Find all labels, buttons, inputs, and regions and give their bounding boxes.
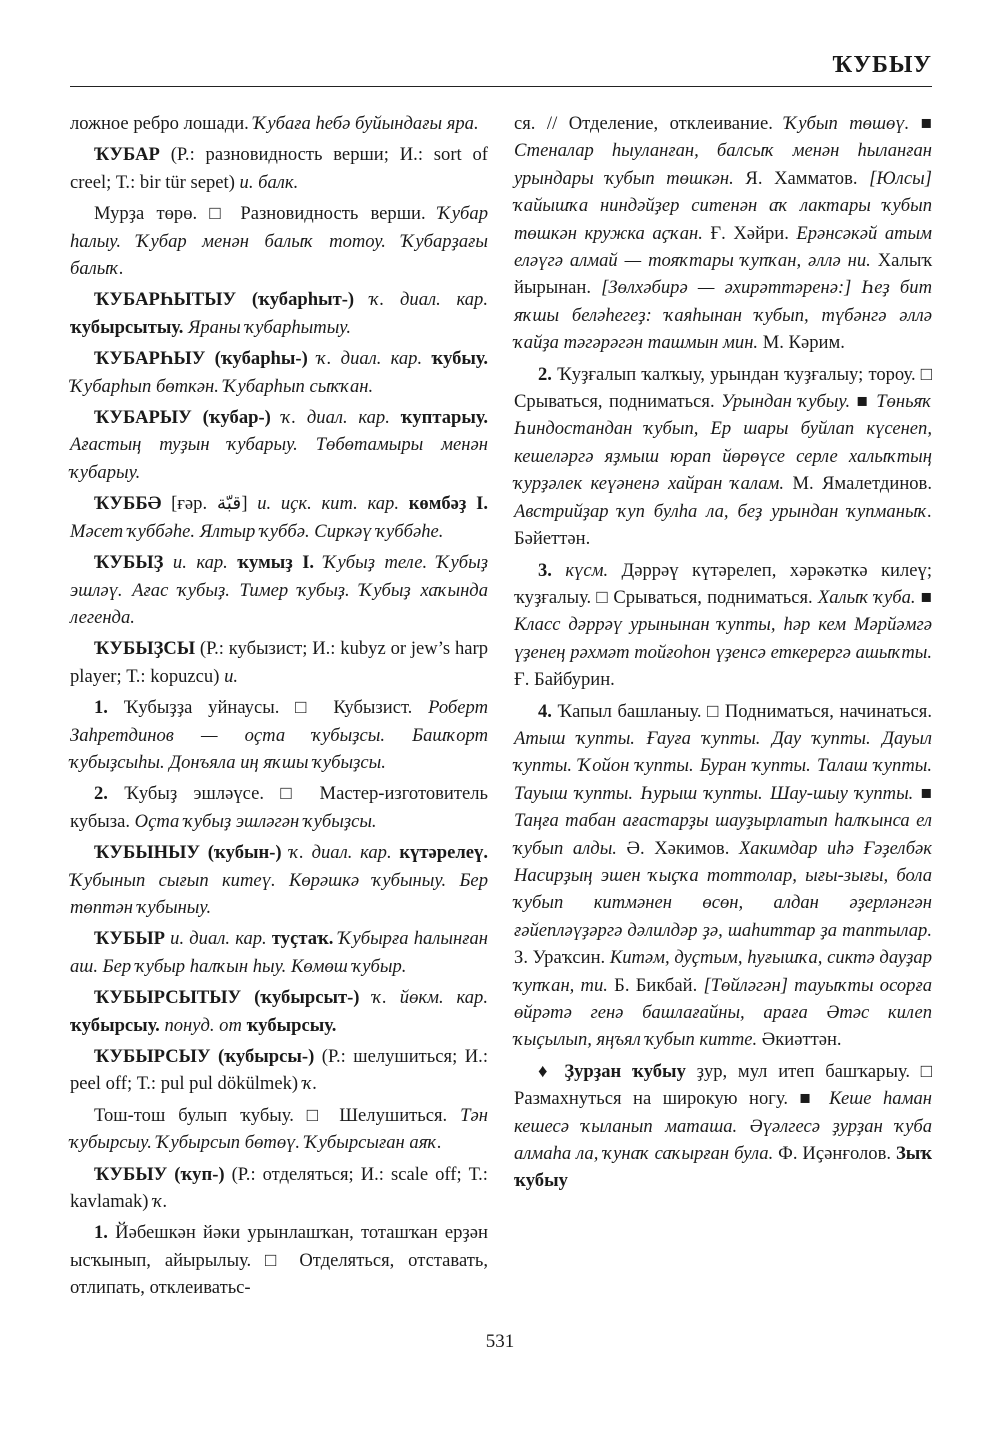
entry-bold-text: Зыҡ ҡубыу (514, 1143, 932, 1192)
entry-italic-text: Ҡубарһып бөткән. Ҡубарһып сыҡҡан. (70, 375, 374, 397)
entry-italic-text: Ерәнсәкәй атым еләүгә алмай — тояҡтары ҡупҡан, әллә ни. (514, 222, 933, 272)
dictionary-entry (70, 1102, 488, 1157)
entry-text: Б. Бикбай. (607, 974, 704, 996)
dictionary-entry (70, 635, 488, 690)
entry-bold-text: күтәрелеү. (399, 842, 488, 864)
dictionary-entry (70, 925, 488, 980)
entry-text (354, 289, 370, 310)
entry-text: [ғәр. قبّة] (161, 493, 258, 515)
entry-text: ҙур, мул итеп башҡарыу. □ Размахнуться на широкую ногу. ■ (514, 1060, 932, 1110)
entry-italic-text: Класс дәррәү урынынан ҡупты, һәр кем Мәрйәмгә үҙенең рәхмәт тойғоһон үҙенсә еткерергә ашыҡты. (514, 614, 932, 663)
entry-italic-text: Төньяҡ Һиндостандан ҡубып, Ер шары буйлап күсенеп, кешеләргә яҙмыш юрап йөрөүсе серле халыҡтың ҡурҙәлек кеүәненә хайран ҡалам. (514, 391, 932, 495)
dictionary-entry (514, 361, 932, 553)
entry-italic-text: Кеше һаман кешесә ҡыланып маташа. Әүәлгесә ҙурҙан ҡуба алмаһа ла, ҡунаҡ саҡырған була. (514, 1088, 932, 1165)
entry-text (422, 348, 431, 369)
entry-italic-text: Австрийҙар ҡуп булһа ла, беҙ урындан ҡупманыҡ. (514, 500, 932, 522)
entry-bold-text: 2. (538, 363, 552, 385)
entry-italic-text: и. диал. кар. (170, 928, 267, 950)
dictionary-entry (70, 839, 488, 921)
entry-text: Ғ. Хәйри. (702, 222, 797, 244)
entry-bold-text: ҠУБАР (94, 144, 160, 166)
entry-italic-text: понуд. от (164, 1014, 242, 1036)
entry-text: Дәррәү күтәрелеп, хәрәкәткә килеү; ҡуҙғалыу. □ Срываться, подниматься. (514, 559, 932, 608)
entry-italic-text: Урындан ҡубыу. (721, 391, 851, 413)
entry-text (271, 407, 282, 428)
entry-italic-text: и. (224, 665, 239, 687)
dictionary-entry (70, 141, 488, 196)
dictionary-entry (70, 345, 488, 400)
entry-italic-text: Ҡубып төшөү. (784, 113, 910, 134)
entry-bold-text: ҠУБЫУ (ҡуп-) (94, 1163, 225, 1185)
entry-italic-text: и. кар. (172, 552, 228, 574)
entry-italic-text: ҡ. диал. кар. (289, 842, 392, 864)
entry-bold-text: 3. (538, 559, 552, 581)
entry-bold-text: ҠУБЫҘ (94, 552, 164, 574)
entry-text: ■ (850, 391, 877, 413)
entry-italic-text: Роберт Заһретдинов — оҫта ҡубыҙсы. Башҡорт ҡубыҙсыһы. Донъяла иң яҡшы ҡубыҙсы. (70, 697, 488, 773)
entry-italic-text: и. иҫк. кит. кар. (257, 493, 399, 515)
entry-italic-text: Атыш ҡупты. Ғауға ҡупты. Дау ҡупты. Дауыл ҡупты. Ҡойон ҡупты. Буран ҡупты. Талаш ҡупты. Тауыш ҡупты. Һурыш ҡупты. Шау-шыу ҡупты. (514, 727, 932, 804)
entry-text (314, 552, 323, 573)
entry-text: Тош-тош булып ҡубыу. □ Шелушиться. (94, 1104, 461, 1126)
dictionary-entry (70, 1043, 488, 1098)
entry-text: (Р.: шелушиться; И.: peel off; Т.: pul pul dökülmek) (70, 1046, 488, 1095)
entry-text: Ҡубыҙҙа уйнаусы. □ Кубызист. (107, 697, 429, 719)
entry-text (228, 552, 237, 573)
running-head: ҠУБЫУ (832, 52, 932, 78)
entry-italic-text: күсм. (565, 559, 609, 581)
entry-bold-text: ҠУБЫҘСЫ (94, 638, 196, 660)
entry-italic-text: [Юлсы] ҡайышҡа ниндәйҙер ситенән аҡ лактары ҡубып төшкән кружка аҫҡан. (514, 167, 932, 244)
entry-italic-text: ҡ. йөкм. кар. (372, 987, 488, 1009)
left-column (70, 110, 488, 1306)
entry-text: (Р.: разновидность верши; И.: sort of creel; Т.: bir tür sepet) (70, 144, 488, 193)
entry-bold-text: туҫтаҡ. (271, 928, 334, 950)
entry-bold-text: ҡубырсыу. (246, 1014, 337, 1036)
dictionary-entry (70, 694, 488, 776)
entry-bold-text: ҠУББӘ (94, 493, 162, 515)
entry-italic-text: Мәсет ҡуббәһе. Ялтыр ҡуббә. Сиркәү ҡуббәһе. (70, 520, 444, 542)
entry-bold-text: ҠУБАРҺЫТЫУ (ҡубарһыт-) (94, 289, 355, 311)
entry-bold-text: ҡубыу. (431, 348, 489, 370)
dictionary-entry (514, 698, 932, 1054)
entry-bold-text: ҠУБЫР (94, 928, 165, 950)
entry-italic-text: Ҡубыҙ теле. Ҡубыҙ эшләү. Ағас ҡубыҙ. Тимер ҡубыҙ. Ҡубыҙ хаҡында легенда. (70, 552, 488, 628)
entry-bold-text: ҠУБАРЫУ (ҡубар-) (94, 407, 271, 429)
entry-text (308, 348, 317, 369)
entry-italic-text: и. балк. (239, 171, 299, 193)
entry-bold-text: 1. (94, 1222, 108, 1244)
entry-text: М. Ямалетдинов. (784, 473, 932, 495)
entry-italic-text: ҡ. диал. кар. (317, 348, 423, 370)
entry-text: Ҡуҙғалып ҡалҡыу, урындан ҡуҙғалыу; тороу. □ Срываться, подниматься. (514, 363, 932, 413)
page-number: 531 (485, 1331, 515, 1352)
entry-text: Бәйеттән. (514, 528, 591, 550)
entry-italic-text: Оҫта ҡубыҙ эшләгән ҡубыҙсы. (134, 810, 377, 832)
entry-text: М. Кәрим. (758, 332, 845, 354)
dictionary-entry (70, 984, 488, 1039)
entry-text: Ф. Иҫәнғолов. (773, 1143, 896, 1165)
entry-bold-text: ҠУБЫРСЫТЫУ (ҡубырсыт-) (94, 987, 360, 1009)
entry-text: Ә. Хәкимов. (616, 837, 739, 859)
entry-bold-text: ҡуптарыу. (400, 407, 488, 429)
entry-text: ♦ (538, 1060, 565, 1082)
entry-bold-text: ҡубырсытыу. (70, 316, 184, 338)
entry-text: ся. // Отделение, отклеивание. (514, 113, 785, 134)
dictionary-entry (70, 110, 488, 137)
entry-text (390, 407, 401, 428)
entry-text: Мурҙа төрө. □ Разновидность верши. (94, 203, 438, 225)
entry-text (399, 493, 409, 514)
entry-italic-text: Стеналар һыуланған, балсыҡ менән һыланған урындары ҡубып төшкән. (514, 140, 932, 189)
entry-bold-text: 4. (538, 700, 552, 722)
entry-text: ■ (909, 113, 932, 134)
dictionary-entry (514, 110, 932, 357)
dictionary-entry (70, 780, 488, 835)
entry-text: Ҡубыҙ эшләүсе. □ Мастер-изготовитель кубыза. (70, 783, 488, 832)
entry-italic-text: Ағастың туҙын ҡубарыу. Төбөтамыры менән ҡубарыу. (70, 434, 488, 483)
entry-text: Ғ. Байбурин. (514, 669, 615, 691)
entry-bold-text: көмбәҙ I. (408, 493, 488, 515)
entry-italic-text: ҡ. диал. кар. (369, 289, 488, 311)
entry-text (552, 560, 565, 581)
dictionary-entry (70, 1161, 488, 1216)
entry-italic-text: ҡ. (153, 1191, 168, 1213)
dictionary-entry (514, 1058, 932, 1195)
entry-bold-text: ҠУБЫНЫУ (ҡубын-) (94, 842, 282, 864)
entry-text: ложное ребро лошади. (70, 113, 254, 134)
entry-bold-text: ҠУБЫРСЫУ (ҡубырсы-) (94, 1046, 315, 1067)
entry-italic-text: Ҡубынып сығып китеү. Көрәшкә ҡубыныу. Бер төптән ҡубыныу. (70, 869, 488, 918)
entry-italic-text: Китәм, дуҫтым, һуғышҡа, сиктә дауҙар ҡупҡан, ти. (514, 947, 932, 996)
entry-bold-text: ҡубырсыу. (70, 1014, 160, 1036)
entry-bold-text: ҠУБАРҺЫУ (ҡубарһы-) (94, 348, 308, 370)
entry-italic-text: Халыҡ ҡуба. (817, 586, 916, 608)
dictionary-entry (70, 286, 488, 341)
entry-text: Йәбешкән йәки урынлашҡан, тоташҡан ерҙән ысҡынып, айырылыу. □ Отделяться, отставать, отлипать, отклеиватьс- (70, 1222, 488, 1299)
entry-text: ■ (913, 782, 932, 804)
entry-text: (Р.: отделяться; И.: scale off; Т.: kavlamak) (70, 1163, 488, 1213)
entry-text (163, 552, 172, 573)
entry-text: Я. Хамматов. (733, 167, 870, 189)
dictionary-entry (70, 200, 488, 282)
entry-italic-text: Хакимдар иһә Ғәҙелбәк Насирҙың эшен ҡыҫҡа тоттолар, ығы-зығы, бола ҡубып китмәнен өсөн, алдан әҙерләнгән ғәйепләүҙәргә дәлилдәр ҙә, шаһиттар ҙа таптылар. (514, 837, 933, 941)
dictionary-entry (70, 549, 488, 631)
entry-text: ■ (915, 586, 933, 608)
entry-italic-text: Ҡубаға һебә буйындағы яра. (253, 113, 479, 134)
entry-text (360, 987, 373, 1008)
entry-bold-text: 2. (94, 783, 108, 805)
dictionary-entry (514, 557, 932, 694)
entry-italic-text: Ҡубар һалыу. Ҡубар менән балыҡ тотоу. Ҡубарҙағы балыҡ. (70, 203, 488, 280)
entry-italic-text: Тән ҡубырсыу. Ҡубырсып бөтөү. Ҡубырсыған аяҡ. (70, 1104, 488, 1154)
right-column (514, 110, 932, 1199)
header-rule (70, 86, 932, 87)
entry-bold-text: Ҙурҙан ҡубыу (564, 1060, 686, 1082)
entry-bold-text: 1. (94, 697, 108, 719)
entry-text: Ҡапыл башланыу. □ Подниматься, начинаться. (551, 700, 932, 722)
entry-italic-text: ҡ. (302, 1073, 318, 1095)
entry-text: (Р.: кубызист; И.: kubyz or jew’s harp player; Т.: kopuzcu) (70, 638, 488, 687)
entry-bold-text: ҡумыҙ I. (237, 552, 315, 574)
entry-text: З. Ураҡсин. (514, 947, 610, 969)
entry-italic-text: [Зөлхәбирә — әхирәттәренә:] Һеҙ бит яҡшы беләһегеҙ: ҡаяһынан ҡубып, түбәнгә әллә ҡайҙа тәгәрәгән ташмын мин. (514, 277, 932, 354)
entry-text: Әкиәттән. (757, 1029, 842, 1051)
entry-text: Халыҡ йырынан. (514, 250, 932, 299)
entry-italic-text: Ҡубырға һалынған аш. Бер ҡубыр һалҡын һыу. Көмөш ҡубыр. (70, 928, 488, 977)
dictionary-entry (70, 1219, 488, 1301)
entry-italic-text: [Төйләгән] тауыҡты осорға өйрәтә генә башлағайны, араға Әтәс килеп ҡыҫылып, яңъял ҡубып китте. (514, 974, 933, 1051)
entry-italic-text: Таңға табан ағастарҙы шауҙырлатып һалҡынса ел ҡубып алды. (514, 810, 932, 859)
dictionary-entry (70, 404, 488, 486)
entry-italic-text: ҡ. диал. кар. (281, 407, 390, 429)
entry-italic-text: Яраны ҡубарһытыу. (188, 316, 352, 338)
dictionary-entry (70, 490, 488, 545)
